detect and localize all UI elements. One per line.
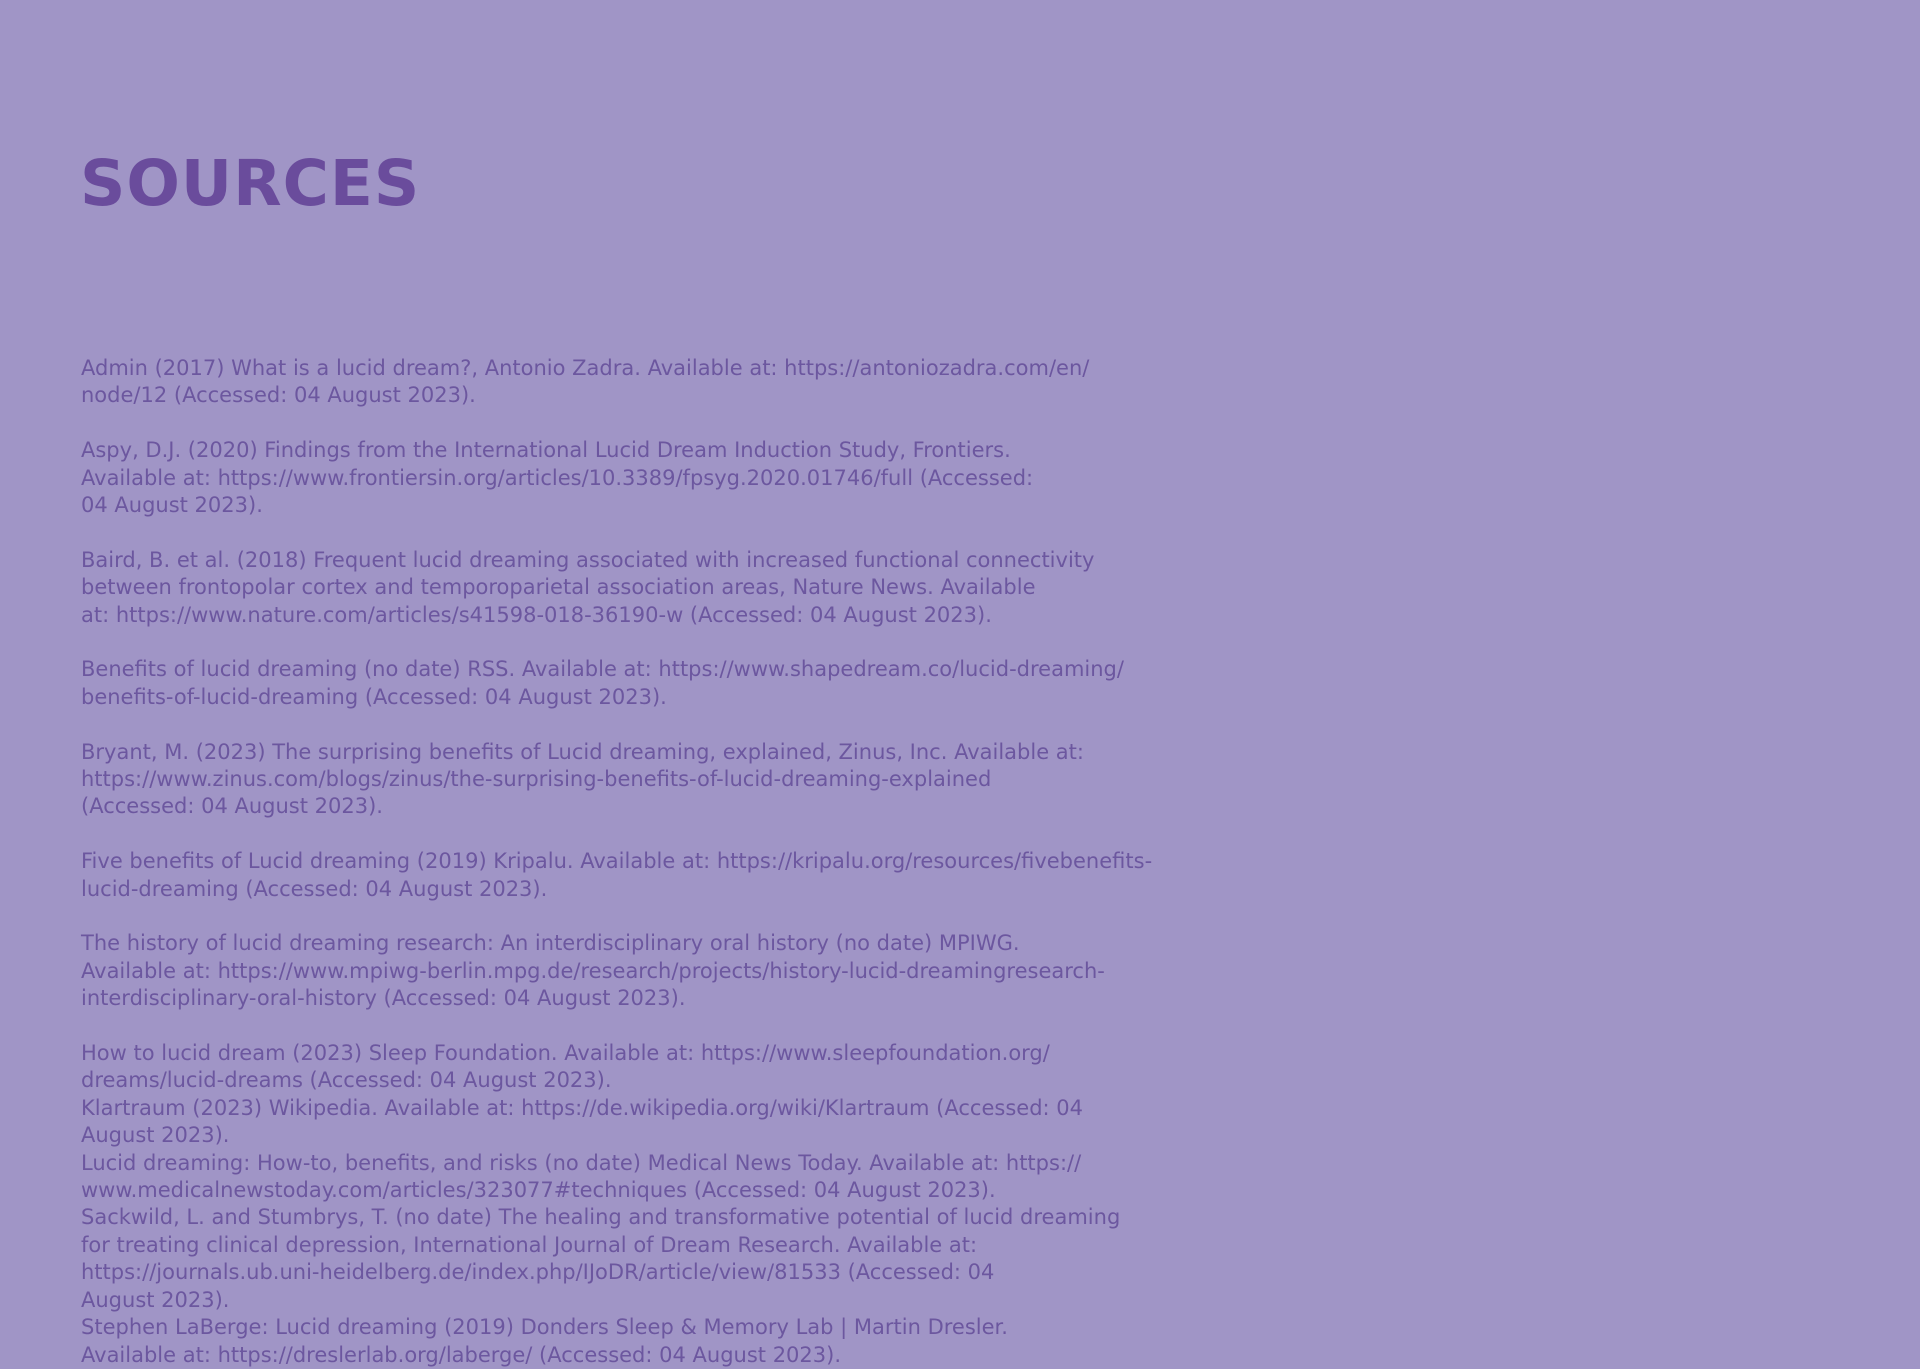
reference-line: Five benefits of Lucid dreaming (2019) Kripalu. Available at: https://kripalu.org/resources/fivebenefits- [81, 849, 1153, 874]
reference-line: between frontopolar cortex and temporoparietal association areas, Nature News. Available [81, 575, 1036, 600]
reference-line: for treating clinical depression, International Journal of Dream Research. Available at: [81, 1232, 978, 1257]
reference-line: Bryant, M. (2023) The surprising benefits of Lucid dreaming, explained, Zinus, Inc. Available at: [81, 739, 1084, 764]
reference-item [81, 547, 1201, 629]
reference-item [81, 656, 1201, 711]
page-title: SOURCES [80, 147, 421, 220]
reference-item [81, 355, 1201, 410]
reference-line: Klartraum (2023) Wikipedia. Available at: https://de.wikipedia.org/wiki/Klartraum (Accessed: 04 [81, 1095, 1083, 1120]
reference-item [81, 1095, 1201, 1150]
reference-line: https://www.zinus.com/blogs/zinus/the-surprising-benefits-of-lucid-dreaming-explained [81, 767, 992, 792]
reference-line: August 2023). [81, 1287, 230, 1312]
reference-item [81, 1314, 1201, 1369]
reference-line: lucid-dreaming (Accessed: 04 August 2023). [81, 876, 548, 901]
reference-line: Lucid dreaming: How-to, benefits, and risks (no date) Medical News Today. Available at: https:// [81, 1150, 1082, 1175]
reference-line: Aspy, D.J. (2020) Findings from the International Lucid Dream Induction Study, Frontiers. [81, 438, 1011, 463]
reference-line: Available at: https://www.frontiersin.org/articles/10.3389/fpsyg.2020.01746/full (Accessed: [81, 465, 1034, 490]
reference-line: The history of lucid dreaming research: An interdisciplinary oral history (no date) MPIWG. [81, 931, 1020, 956]
reference-item [81, 437, 1201, 519]
reference-line: August 2023). [81, 1123, 230, 1148]
reference-line: Available at: https://dreslerlab.org/laberge/ (Accessed: 04 August 2023). [81, 1342, 842, 1367]
reference-line: Available at: https://www.mpiwg-berlin.mpg.de/research/projects/history-lucid-dreamingresearch- [81, 958, 1105, 983]
reference-line: Baird, B. et al. (2018) Frequent lucid dreaming associated with increased functional connectivity [81, 547, 1095, 572]
reference-line: at: https://www.nature.com/articles/s41598-018-36190-w (Accessed: 04 August 2023). [81, 602, 992, 627]
reference-line: benefits-of-lucid-dreaming (Accessed: 04 August 2023). [81, 684, 667, 709]
reference-list [81, 355, 1201, 1369]
reference-line: Benefits of lucid dreaming (no date) RSS. Available at: https://www.shapedream.co/lucid-dreaming/ [81, 657, 1124, 682]
reference-item [81, 930, 1201, 1012]
reference-item [81, 739, 1201, 821]
reference-line: How to lucid dream (2023) Sleep Foundation. Available at: https://www.sleepfoundation.org/ [81, 1041, 1050, 1066]
reference-line: dreams/lucid-dreams (Accessed: 04 August 2023). [81, 1068, 612, 1093]
reference-line: node/12 (Accessed: 04 August 2023). [81, 383, 476, 408]
reference-item [81, 1150, 1201, 1205]
reference-line: 04 August 2023). [81, 493, 263, 518]
reference-line: Stephen LaBerge: Lucid dreaming (2019) Donders Sleep & Memory Lab | Martin Dresler. [81, 1315, 1008, 1340]
reference-line: https://journals.ub.uni-heidelberg.de/index.php/IJoDR/article/view/81533 (Accessed: 04 [81, 1260, 995, 1285]
reference-line: Sackwild, L. and Stumbrys, T. (no date) The healing and transformative potential of lucid dreaming [81, 1205, 1121, 1230]
reference-item [81, 1204, 1201, 1314]
reference-item [81, 1040, 1201, 1095]
reference-line: interdisciplinary-oral-history (Accessed: 04 August 2023). [81, 986, 686, 1011]
reference-line: (Accessed: 04 August 2023). [81, 794, 383, 819]
reference-line: Admin (2017) What is a lucid dream?, Antonio Zadra. Available at: https://antoniozadra.com/en/ [81, 356, 1090, 380]
reference-item [81, 848, 1201, 903]
reference-line: www.medicalnewstoday.com/articles/323077#techniques (Accessed: 04 August 2023). [81, 1178, 996, 1203]
